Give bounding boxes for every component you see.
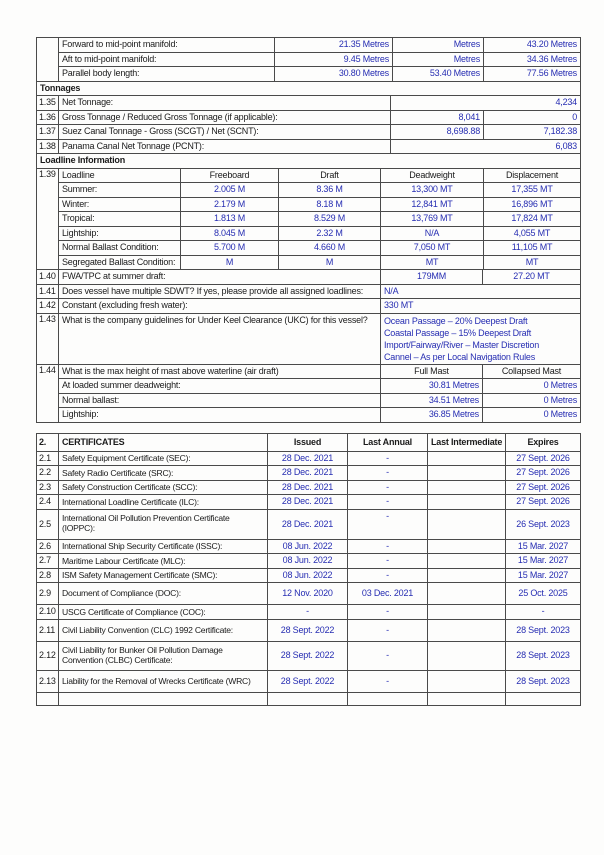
certificate-name: Document of Compliance (DOC): bbox=[59, 583, 268, 605]
last-intermediate-date bbox=[428, 641, 506, 670]
row-number: 1.44 bbox=[37, 364, 59, 422]
column-header: Last Intermediate bbox=[428, 433, 506, 451]
column-header: Full Mast bbox=[381, 364, 483, 379]
certificate-name: ISM Safety Management Certificate (SMC): bbox=[59, 568, 268, 583]
table-row bbox=[37, 139, 581, 154]
row-number: 2.3 bbox=[37, 480, 59, 495]
table-row bbox=[37, 52, 581, 67]
expires-date: - bbox=[506, 605, 581, 620]
field-value: 77.56 Metres bbox=[484, 67, 581, 82]
field-value: 43.20 Metres bbox=[484, 38, 581, 53]
table-row bbox=[37, 183, 581, 198]
field-label: Parallel body length: bbox=[59, 67, 275, 82]
table-row bbox=[37, 284, 581, 299]
table-row bbox=[37, 393, 581, 408]
table-row bbox=[37, 605, 581, 620]
table-row bbox=[37, 408, 581, 423]
last-annual-date: - bbox=[348, 619, 428, 641]
field-label: What is the company guidelines for Under Keel Clearance (UKC) for this vessel? bbox=[59, 313, 381, 364]
field-value: M bbox=[279, 255, 381, 270]
field-label: Suez Canal Tonnage - Gross (SCGT) / Net (SCNT): bbox=[59, 125, 391, 140]
section-title: Loadline Information bbox=[37, 154, 581, 169]
last-annual-date: - bbox=[348, 480, 428, 495]
field-label: Normal ballast: bbox=[59, 393, 381, 408]
field-value: 0 bbox=[484, 110, 581, 125]
table-row bbox=[37, 212, 581, 227]
table-row bbox=[37, 67, 581, 82]
table-row bbox=[37, 38, 581, 53]
field-value: 30.81 Metres bbox=[381, 379, 483, 394]
field-value: 8,698.88 bbox=[391, 125, 484, 140]
table-row bbox=[37, 197, 581, 212]
field-value: 8.529 M bbox=[279, 212, 381, 227]
column-header: Last Annual bbox=[348, 433, 428, 451]
last-intermediate-date bbox=[428, 692, 506, 706]
field-label: Tropical: bbox=[59, 212, 181, 227]
field-label: Aft to mid-point manifold: bbox=[59, 52, 275, 67]
certificate-name bbox=[59, 692, 268, 706]
field-value: 7,050 MT bbox=[381, 241, 484, 256]
issued-date: 28 Sept. 2022 bbox=[268, 641, 348, 670]
issued-date: 28 Sept. 2022 bbox=[268, 619, 348, 641]
last-intermediate-date bbox=[428, 495, 506, 510]
last-intermediate-date bbox=[428, 480, 506, 495]
certificate-name: Safety Radio Certificate (SRC): bbox=[59, 466, 268, 481]
certificate-name: Safety Construction Certificate (SCC): bbox=[59, 480, 268, 495]
column-header: Displacement bbox=[484, 168, 581, 183]
form-content bbox=[36, 37, 580, 706]
last-annual-date: - bbox=[348, 641, 428, 670]
field-value: 12,841 MT bbox=[381, 197, 484, 212]
column-header: Expires bbox=[506, 433, 581, 451]
certificate-name: International Loadline Certificate (ILC): bbox=[59, 495, 268, 510]
field-label: Does vessel have multiple SDWT? If yes, please provide all assigned loadlines: bbox=[59, 284, 381, 299]
column-header-row bbox=[37, 168, 581, 183]
table-row bbox=[37, 539, 581, 554]
last-intermediate-date bbox=[428, 605, 506, 620]
expires-date: 15 Mar. 2027 bbox=[506, 554, 581, 569]
field-label: Net Tonnage: bbox=[59, 96, 391, 111]
row-number: 2.11 bbox=[37, 619, 59, 641]
ukc-guideline-line: Coastal Passage – 15% Deepest Draft bbox=[384, 327, 532, 338]
field-value: M bbox=[181, 255, 279, 270]
expires-date: 27 Sept. 2026 bbox=[506, 466, 581, 481]
last-intermediate-date bbox=[428, 670, 506, 692]
last-intermediate-date bbox=[428, 619, 506, 641]
expires-date: 28 Sept. 2023 bbox=[506, 619, 581, 641]
certificate-name: Maritime Labour Certificate (MLC): bbox=[59, 554, 268, 569]
row-number: 2.5 bbox=[37, 509, 59, 539]
field-value: 36.85 Metres bbox=[381, 408, 483, 423]
expires-date: 28 Sept. 2023 bbox=[506, 670, 581, 692]
certificate-name: International Oil Pollution Prevention Certificate (IOPPC): bbox=[59, 509, 268, 539]
section-header-row bbox=[37, 154, 581, 169]
manifold-table bbox=[36, 37, 581, 82]
row-number: 1.43 bbox=[37, 313, 59, 364]
row-number: 1.41 bbox=[37, 284, 59, 299]
section-title: Tonnages bbox=[37, 81, 581, 96]
field-value: 53.40 Metres bbox=[393, 67, 484, 82]
field-value: 1.813 M bbox=[181, 212, 279, 227]
row-number-cell bbox=[37, 38, 59, 82]
ukc-guideline-line: Import/Fairway/River – Master Discretion bbox=[384, 339, 540, 350]
issued-date: 28 Dec. 2021 bbox=[268, 466, 348, 481]
issued-date: 28 Dec. 2021 bbox=[268, 495, 348, 510]
last-intermediate-date bbox=[428, 554, 506, 569]
ukc-guideline-line: Cannel – As per Local Navigation Rules bbox=[384, 351, 535, 362]
table-row bbox=[37, 692, 581, 706]
row-number: 1.37 bbox=[37, 125, 59, 140]
field-label: Normal Ballast Condition: bbox=[59, 241, 181, 256]
expires-date: 25 Oct. 2025 bbox=[506, 583, 581, 605]
fwa-tpc-table bbox=[36, 269, 581, 285]
row-number: 2.7 bbox=[37, 554, 59, 569]
last-intermediate-date bbox=[428, 451, 506, 466]
row-number bbox=[37, 692, 59, 706]
expires-date: 15 Mar. 2027 bbox=[506, 568, 581, 583]
column-header-row bbox=[37, 433, 581, 451]
field-value: 8.045 M bbox=[181, 226, 279, 241]
last-annual-date bbox=[348, 692, 428, 706]
issued-date: 08 Jun. 2022 bbox=[268, 554, 348, 569]
field-label: At loaded summer deadweight: bbox=[59, 379, 381, 394]
field-value: MT bbox=[381, 255, 484, 270]
field-value: N/A bbox=[381, 284, 581, 299]
field-value: 5.700 M bbox=[181, 241, 279, 256]
certificates-table bbox=[36, 433, 581, 707]
row-number: 1.39 bbox=[37, 168, 59, 270]
table-row bbox=[37, 299, 581, 314]
row-number: 2.12 bbox=[37, 641, 59, 670]
field-value: 4.660 M bbox=[279, 241, 381, 256]
row-number: 2.1 bbox=[37, 451, 59, 466]
expires-date: 27 Sept. 2026 bbox=[506, 451, 581, 466]
field-value: 0 Metres bbox=[483, 379, 581, 394]
last-annual-date: - bbox=[348, 495, 428, 510]
field-label: Gross Tonnage / Reduced Gross Tonnage (if applicable): bbox=[59, 110, 391, 125]
issued-date: - bbox=[268, 605, 348, 620]
row-number: 2.2 bbox=[37, 466, 59, 481]
field-value: 6,083 bbox=[391, 139, 581, 154]
last-annual-date: - bbox=[348, 554, 428, 569]
row-number: 2.4 bbox=[37, 495, 59, 510]
field-label: What is the max height of mast above waterline (air draft) bbox=[59, 364, 381, 379]
certificate-name: USCG Certificate of Compliance (COC): bbox=[59, 605, 268, 620]
ukc-guideline-line: Ocean Passage – 20% Deepest Draft bbox=[384, 315, 528, 326]
table-row bbox=[37, 641, 581, 670]
tonnages-table bbox=[36, 81, 581, 155]
last-intermediate-date bbox=[428, 509, 506, 539]
last-annual-date: - bbox=[348, 509, 428, 539]
issued-date: 28 Dec. 2021 bbox=[268, 509, 348, 539]
row-number: 1.38 bbox=[37, 139, 59, 154]
questions-table bbox=[36, 284, 581, 365]
field-label: Constant (excluding fresh water): bbox=[59, 299, 381, 314]
certificate-name: International Ship Security Certificate (ISSC): bbox=[59, 539, 268, 554]
field-value: 2.005 M bbox=[181, 183, 279, 198]
mast-height-table bbox=[36, 364, 581, 423]
certificate-name: Safety Equipment Certificate (SEC): bbox=[59, 451, 268, 466]
column-header: Collapsed Mast bbox=[483, 364, 581, 379]
field-value: 13,300 MT bbox=[381, 183, 484, 198]
table-row bbox=[37, 554, 581, 569]
issued-date: 28 Sept. 2022 bbox=[268, 670, 348, 692]
row-number: 1.42 bbox=[37, 299, 59, 314]
field-value: N/A bbox=[381, 226, 484, 241]
last-intermediate-date bbox=[428, 466, 506, 481]
field-value: 2.32 M bbox=[279, 226, 381, 241]
expires-date: 15 Mar. 2027 bbox=[506, 539, 581, 554]
column-header: Issued bbox=[268, 433, 348, 451]
table-row bbox=[37, 226, 581, 241]
table-row bbox=[37, 466, 581, 481]
column-header: Freeboard bbox=[181, 168, 279, 183]
last-annual-date: - bbox=[348, 466, 428, 481]
field-value: 8.36 M bbox=[279, 183, 381, 198]
field-value: 9.45 Metres bbox=[275, 52, 393, 67]
field-value: 179MM bbox=[381, 270, 483, 285]
field-value: 0 Metres bbox=[483, 408, 581, 423]
last-annual-date: 03 Dec. 2021 bbox=[348, 583, 428, 605]
table-row bbox=[37, 255, 581, 270]
field-value: Metres bbox=[393, 52, 484, 67]
table-row bbox=[37, 313, 581, 364]
last-intermediate-date bbox=[428, 583, 506, 605]
field-value: 17,355 MT bbox=[484, 183, 581, 198]
field-value: 27.20 MT bbox=[483, 270, 581, 285]
field-value: 34.36 Metres bbox=[484, 52, 581, 67]
loadline-table bbox=[36, 153, 581, 270]
field-value: 11,105 MT bbox=[484, 241, 581, 256]
field-label: Lightship: bbox=[59, 226, 181, 241]
last-annual-date: - bbox=[348, 605, 428, 620]
table-row bbox=[37, 451, 581, 466]
issued-date: 08 Jun. 2022 bbox=[268, 568, 348, 583]
expires-date bbox=[506, 692, 581, 706]
column-header-row bbox=[37, 364, 581, 379]
table-row bbox=[37, 125, 581, 140]
column-header: Loadline bbox=[59, 168, 181, 183]
field-value-multiline bbox=[381, 313, 581, 364]
row-number: 1.36 bbox=[37, 110, 59, 125]
last-annual-date: - bbox=[348, 539, 428, 554]
field-label: Panama Canal Net Tonnage (PCNT): bbox=[59, 139, 391, 154]
field-label: Forward to mid-point manifold: bbox=[59, 38, 275, 53]
issued-date bbox=[268, 692, 348, 706]
row-number: 1.35 bbox=[37, 96, 59, 111]
field-value: 8,041 bbox=[391, 110, 484, 125]
row-number: 1.40 bbox=[37, 270, 59, 285]
field-label: Lightship: bbox=[59, 408, 381, 423]
expires-date: 26 Sept. 2023 bbox=[506, 509, 581, 539]
field-label: FWA/TPC at summer draft: bbox=[59, 270, 381, 285]
table-row bbox=[37, 241, 581, 256]
column-header: Deadweight bbox=[381, 168, 484, 183]
table-row bbox=[37, 568, 581, 583]
section-number: 2. bbox=[37, 433, 59, 451]
certificate-name: Liability for the Removal of Wrecks Certificate (WRC) bbox=[59, 670, 268, 692]
certificate-name: Civil Liability Convention (CLC) 1992 Certificate: bbox=[59, 619, 268, 641]
expires-date: 28 Sept. 2023 bbox=[506, 641, 581, 670]
field-value: 34.51 Metres bbox=[381, 393, 483, 408]
last-annual-date: - bbox=[348, 670, 428, 692]
row-number: 2.10 bbox=[37, 605, 59, 620]
table-row bbox=[37, 670, 581, 692]
table-row bbox=[37, 96, 581, 111]
row-number: 2.9 bbox=[37, 583, 59, 605]
last-intermediate-date bbox=[428, 568, 506, 583]
field-value: 330 MT bbox=[381, 299, 581, 314]
field-value: 4,234 bbox=[391, 96, 581, 111]
field-label: Winter: bbox=[59, 197, 181, 212]
field-value: Metres bbox=[393, 38, 484, 53]
field-value: 17,824 MT bbox=[484, 212, 581, 227]
last-annual-date: - bbox=[348, 568, 428, 583]
field-label: Segregated Ballast Condition: bbox=[59, 255, 181, 270]
expires-date: 27 Sept. 2026 bbox=[506, 480, 581, 495]
expires-date: 27 Sept. 2026 bbox=[506, 495, 581, 510]
field-value: 4,055 MT bbox=[484, 226, 581, 241]
last-intermediate-date bbox=[428, 539, 506, 554]
last-annual-date: - bbox=[348, 451, 428, 466]
table-row bbox=[37, 509, 581, 539]
field-value: MT bbox=[484, 255, 581, 270]
table-row bbox=[37, 379, 581, 394]
table-row bbox=[37, 480, 581, 495]
table-row bbox=[37, 270, 581, 285]
table-row bbox=[37, 619, 581, 641]
section-header-row bbox=[37, 81, 581, 96]
section-title: CERTIFICATES bbox=[59, 433, 268, 451]
issued-date: 28 Dec. 2021 bbox=[268, 480, 348, 495]
field-value: 2.179 M bbox=[181, 197, 279, 212]
issued-date: 28 Dec. 2021 bbox=[268, 451, 348, 466]
row-number: 2.8 bbox=[37, 568, 59, 583]
field-value: 30.80 Metres bbox=[275, 67, 393, 82]
field-value: 21.35 Metres bbox=[275, 38, 393, 53]
field-value: 7,182.38 bbox=[484, 125, 581, 140]
field-value: 16,896 MT bbox=[484, 197, 581, 212]
certificate-name: Civil Liability for Bunker Oil Pollution Damage Convention (CLBC) Certificate: bbox=[59, 641, 268, 670]
field-label: Summer: bbox=[59, 183, 181, 198]
field-value: 8.18 M bbox=[279, 197, 381, 212]
row-number: 2.6 bbox=[37, 539, 59, 554]
column-header: Draft bbox=[279, 168, 381, 183]
field-value: 13,769 MT bbox=[381, 212, 484, 227]
table-row bbox=[37, 583, 581, 605]
issued-date: 12 Nov. 2020 bbox=[268, 583, 348, 605]
row-number: 2.13 bbox=[37, 670, 59, 692]
table-row bbox=[37, 495, 581, 510]
table-row bbox=[37, 110, 581, 125]
issued-date: 08 Jun. 2022 bbox=[268, 539, 348, 554]
field-value: 0 Metres bbox=[483, 393, 581, 408]
